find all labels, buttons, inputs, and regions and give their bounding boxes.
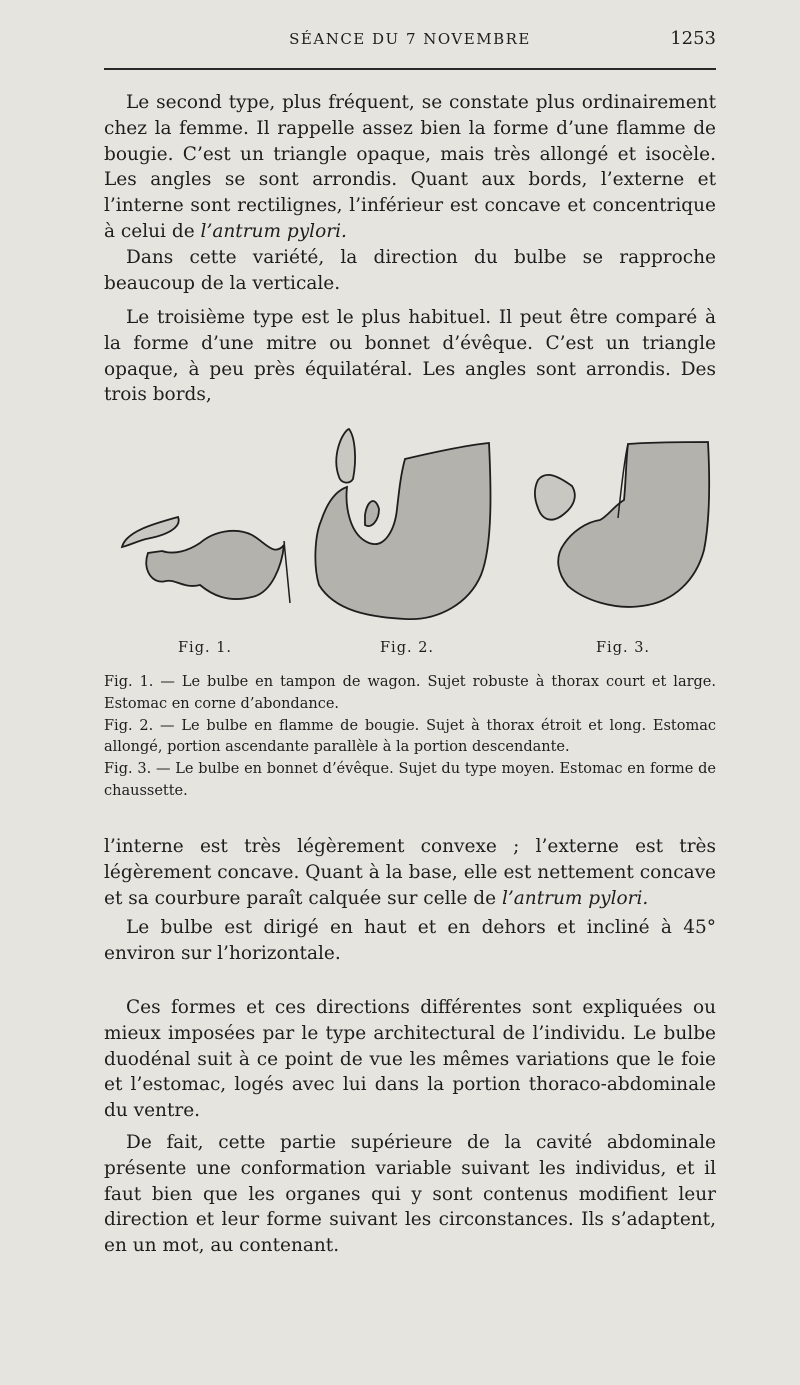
- paragraph-adaptation: De fait, cette partie supérieure de la cavité abdominale présente une conformation variable suivant les individus, et il faut bien que les organes qui y sont contenus modifient leur direction et leur forme suivant les circonstances. Ils s’adaptent, en un mot, au contenant.: [104, 1132, 716, 1257]
- italic-term: l’antrum pylori.: [501, 887, 649, 909]
- figure-1-drawing: [112, 505, 292, 615]
- paragraph-text: Le second type, plus fréquent, se constate plus ordinairement chez la femme. Il rappelle assez bien la forme d’une flamme de bougie. C’est un triangle opaque, mais très allongé et isocèle. Les angles se sont arrondis. Quant aux bords, l’externe et l’interne sont rectilignes, l’inférieur est concave et concentrique à celui de: [104, 92, 716, 242]
- paragraph-text: l’interne est très légèrement convexe ; l’externe est très légèrement concave. Quant à la base, elle est nettement concave et sa courbure paraît calquée sur celle de: [104, 836, 716, 909]
- italic-term: l’antrum pylori.: [200, 220, 347, 242]
- fig3-bulb: [535, 475, 575, 520]
- paragraph-third-type: Le troisième type est le plus habituel. Il peut être comparé à la forme d’une mitre ou bonnet d’évêque. C’est un triangle opaque, à peu près équilatéral. Les angles sont arrondis. Des trois bords,: [104, 307, 716, 406]
- fig1-outline: [284, 541, 290, 603]
- caption-fig-3: Fig. 3. — Le bulbe en bonnet d’évêque. Sujet du type moyen. Estomac en forme de chaussette.: [104, 761, 716, 799]
- figure-2-drawing: [309, 425, 499, 635]
- fig2-bulb: [336, 429, 355, 483]
- header-rule: [104, 68, 716, 70]
- caption-fig-2: Fig. 2. — Le bulbe en flamme de bougie. Sujet à thorax étroit et long. Estomac allongé, portion ascendante parallèle à la portion descendante.: [104, 717, 716, 756]
- figure-2-label: Fig. 2.: [380, 640, 435, 656]
- fig1-bulb-cap: [122, 517, 179, 547]
- running-header: [104, 26, 716, 56]
- fig1-stomach: [146, 531, 284, 599]
- paragraph-orientation: Le bulbe est dirigé en haut et en dehors et incliné à 45° environ sur l’horizontale.: [104, 917, 716, 964]
- page-number: 1253: [670, 28, 716, 49]
- paragraph-direction: Dans cette variété, la direction du bulbe se rapproche beaucoup de la verticale.: [104, 247, 716, 294]
- paragraph-forms: Ces formes et ces directions différentes sont expliquées ou mieux imposées par le type architectural de l’individu. Le bulbe duodénal suit à ce point de vue les mêmes variations que le foie et l’estomac, logés avec lui dans la portion thoraco-abdominale du ventre.: [104, 997, 716, 1122]
- caption-fig-1: Fig. 1. — Le bulbe en tampon de wagon. Sujet robuste à thorax court et large. Estomac en corne d’abondance.: [104, 674, 716, 712]
- paragraph-second-type: [104, 90, 716, 245]
- figure-1-label: Fig. 1.: [178, 640, 233, 656]
- paragraph-edges: [104, 834, 716, 911]
- figure-3-drawing: [524, 440, 714, 630]
- figure-captions: [104, 672, 716, 803]
- fig3-stomach: [558, 442, 709, 607]
- figures-panel: [104, 415, 716, 630]
- running-title: SÉANCE DU 7 NOVEMBRE: [289, 30, 531, 48]
- figure-3-label: Fig. 3.: [596, 640, 651, 656]
